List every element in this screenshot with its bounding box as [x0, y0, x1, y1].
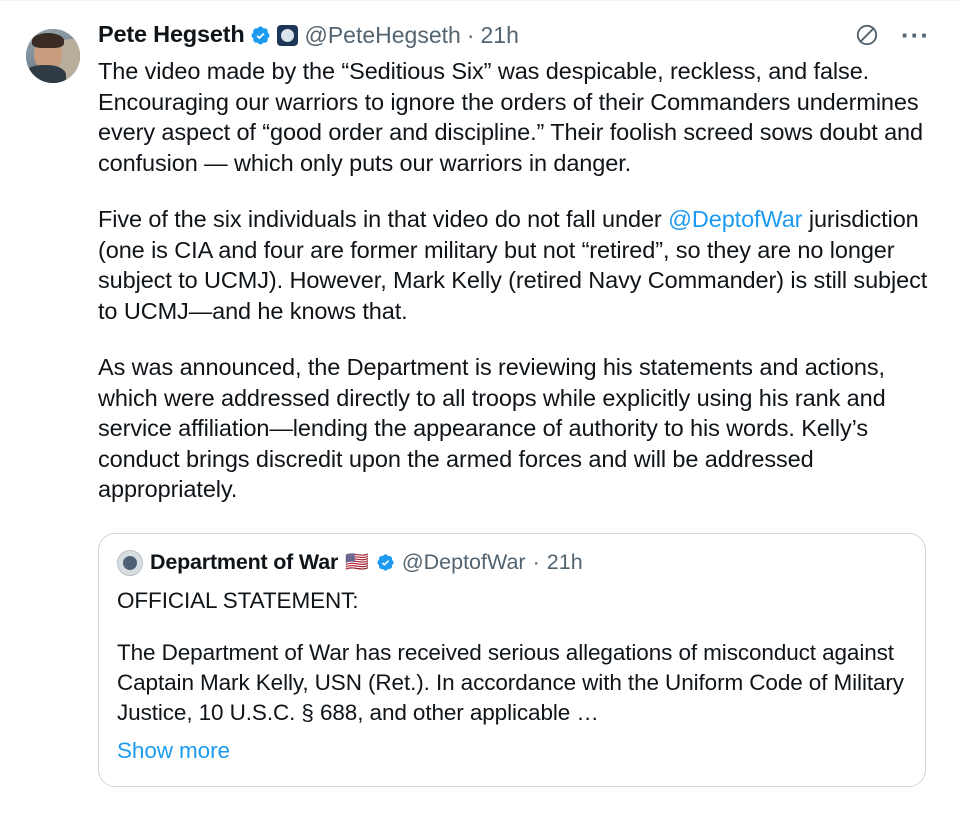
- tweet-header: [98, 20, 934, 50]
- quoted-header-separator: ·: [532, 549, 540, 574]
- tweet-paragraph-2-after: jurisdiction (one is CIA and four are former military but not “retired”, so they are no longer subject to UCMJ). However, Mark Kelly (retired Navy Commander) is still subject to UCMJ—and he knows that.: [98, 206, 928, 324]
- author-handle[interactable]: @PeteHegseth: [304, 21, 461, 48]
- affiliation-badge-icon[interactable]: [277, 25, 298, 46]
- author-display-name[interactable]: Pete Hegseth: [98, 21, 245, 48]
- quoted-author-display-name: Department of War: [150, 549, 339, 574]
- muted-circle-icon[interactable]: [855, 23, 879, 47]
- avatar[interactable]: [26, 29, 80, 83]
- header-separator: ·: [466, 21, 475, 48]
- quoted-body: The Department of War has received serious allegations of misconduct against Captain Mark Kelly, USN (Ret.). In accordance with the Uniform Code of Military Justice, 10 U.S.C. § 688, and other applicable …: [117, 639, 904, 725]
- show-more-button[interactable]: Show more: [117, 737, 230, 763]
- quoted-author-handle: @DeptofWar: [401, 549, 526, 574]
- quoted-tweet-header: [117, 550, 907, 576]
- mention-deptofwar-link[interactable]: @DeptofWar: [668, 206, 803, 232]
- tweet-paragraph-2: [98, 204, 934, 326]
- avatar-column: [26, 23, 98, 83]
- tweet-text: [98, 56, 934, 505]
- quoted-avatar[interactable]: [117, 550, 143, 576]
- verified-badge-icon: [376, 553, 395, 572]
- quoted-heading: OFFICIAL STATEMENT:: [117, 587, 359, 613]
- avatar-shoulders: [26, 65, 66, 83]
- verified-badge-icon: [250, 25, 271, 46]
- tweet-header-actions: [855, 20, 934, 50]
- tweet-paragraph-1: The video made by the “Seditious Six” was despicable, reckless, and false. Encouraging our warriors to ignore the orders of their Commanders undermines every aspect of “good order and discipline.” Their foolish screed sows doubt and confusion — which only puts our warriors in danger.: [98, 58, 923, 176]
- quoted-timestamp: 21h: [546, 549, 583, 574]
- tweet-paragraph-3: As was announced, the Department is reviewing his statements and actions, which were addressed directly to all troops while explicitly using his rank and service affiliation—lending the appearance of authority to his words. Kelly’s conduct brings discredit upon the armed forces and will be addressed appropriately.: [98, 354, 886, 502]
- tweet-paragraph-2-before: Five of the six individuals in that video do not fall under: [98, 206, 669, 232]
- more-options-icon[interactable]: ···: [901, 20, 930, 50]
- tweet-timestamp[interactable]: 21h: [480, 21, 519, 48]
- tweet-content: [98, 20, 934, 787]
- avatar-hair: [32, 33, 64, 48]
- us-flag-icon: 🇺🇸: [345, 552, 369, 573]
- quoted-tweet-text: [117, 586, 907, 766]
- quoted-tweet-card[interactable]: [98, 533, 926, 787]
- tweet-body: [26, 20, 934, 787]
